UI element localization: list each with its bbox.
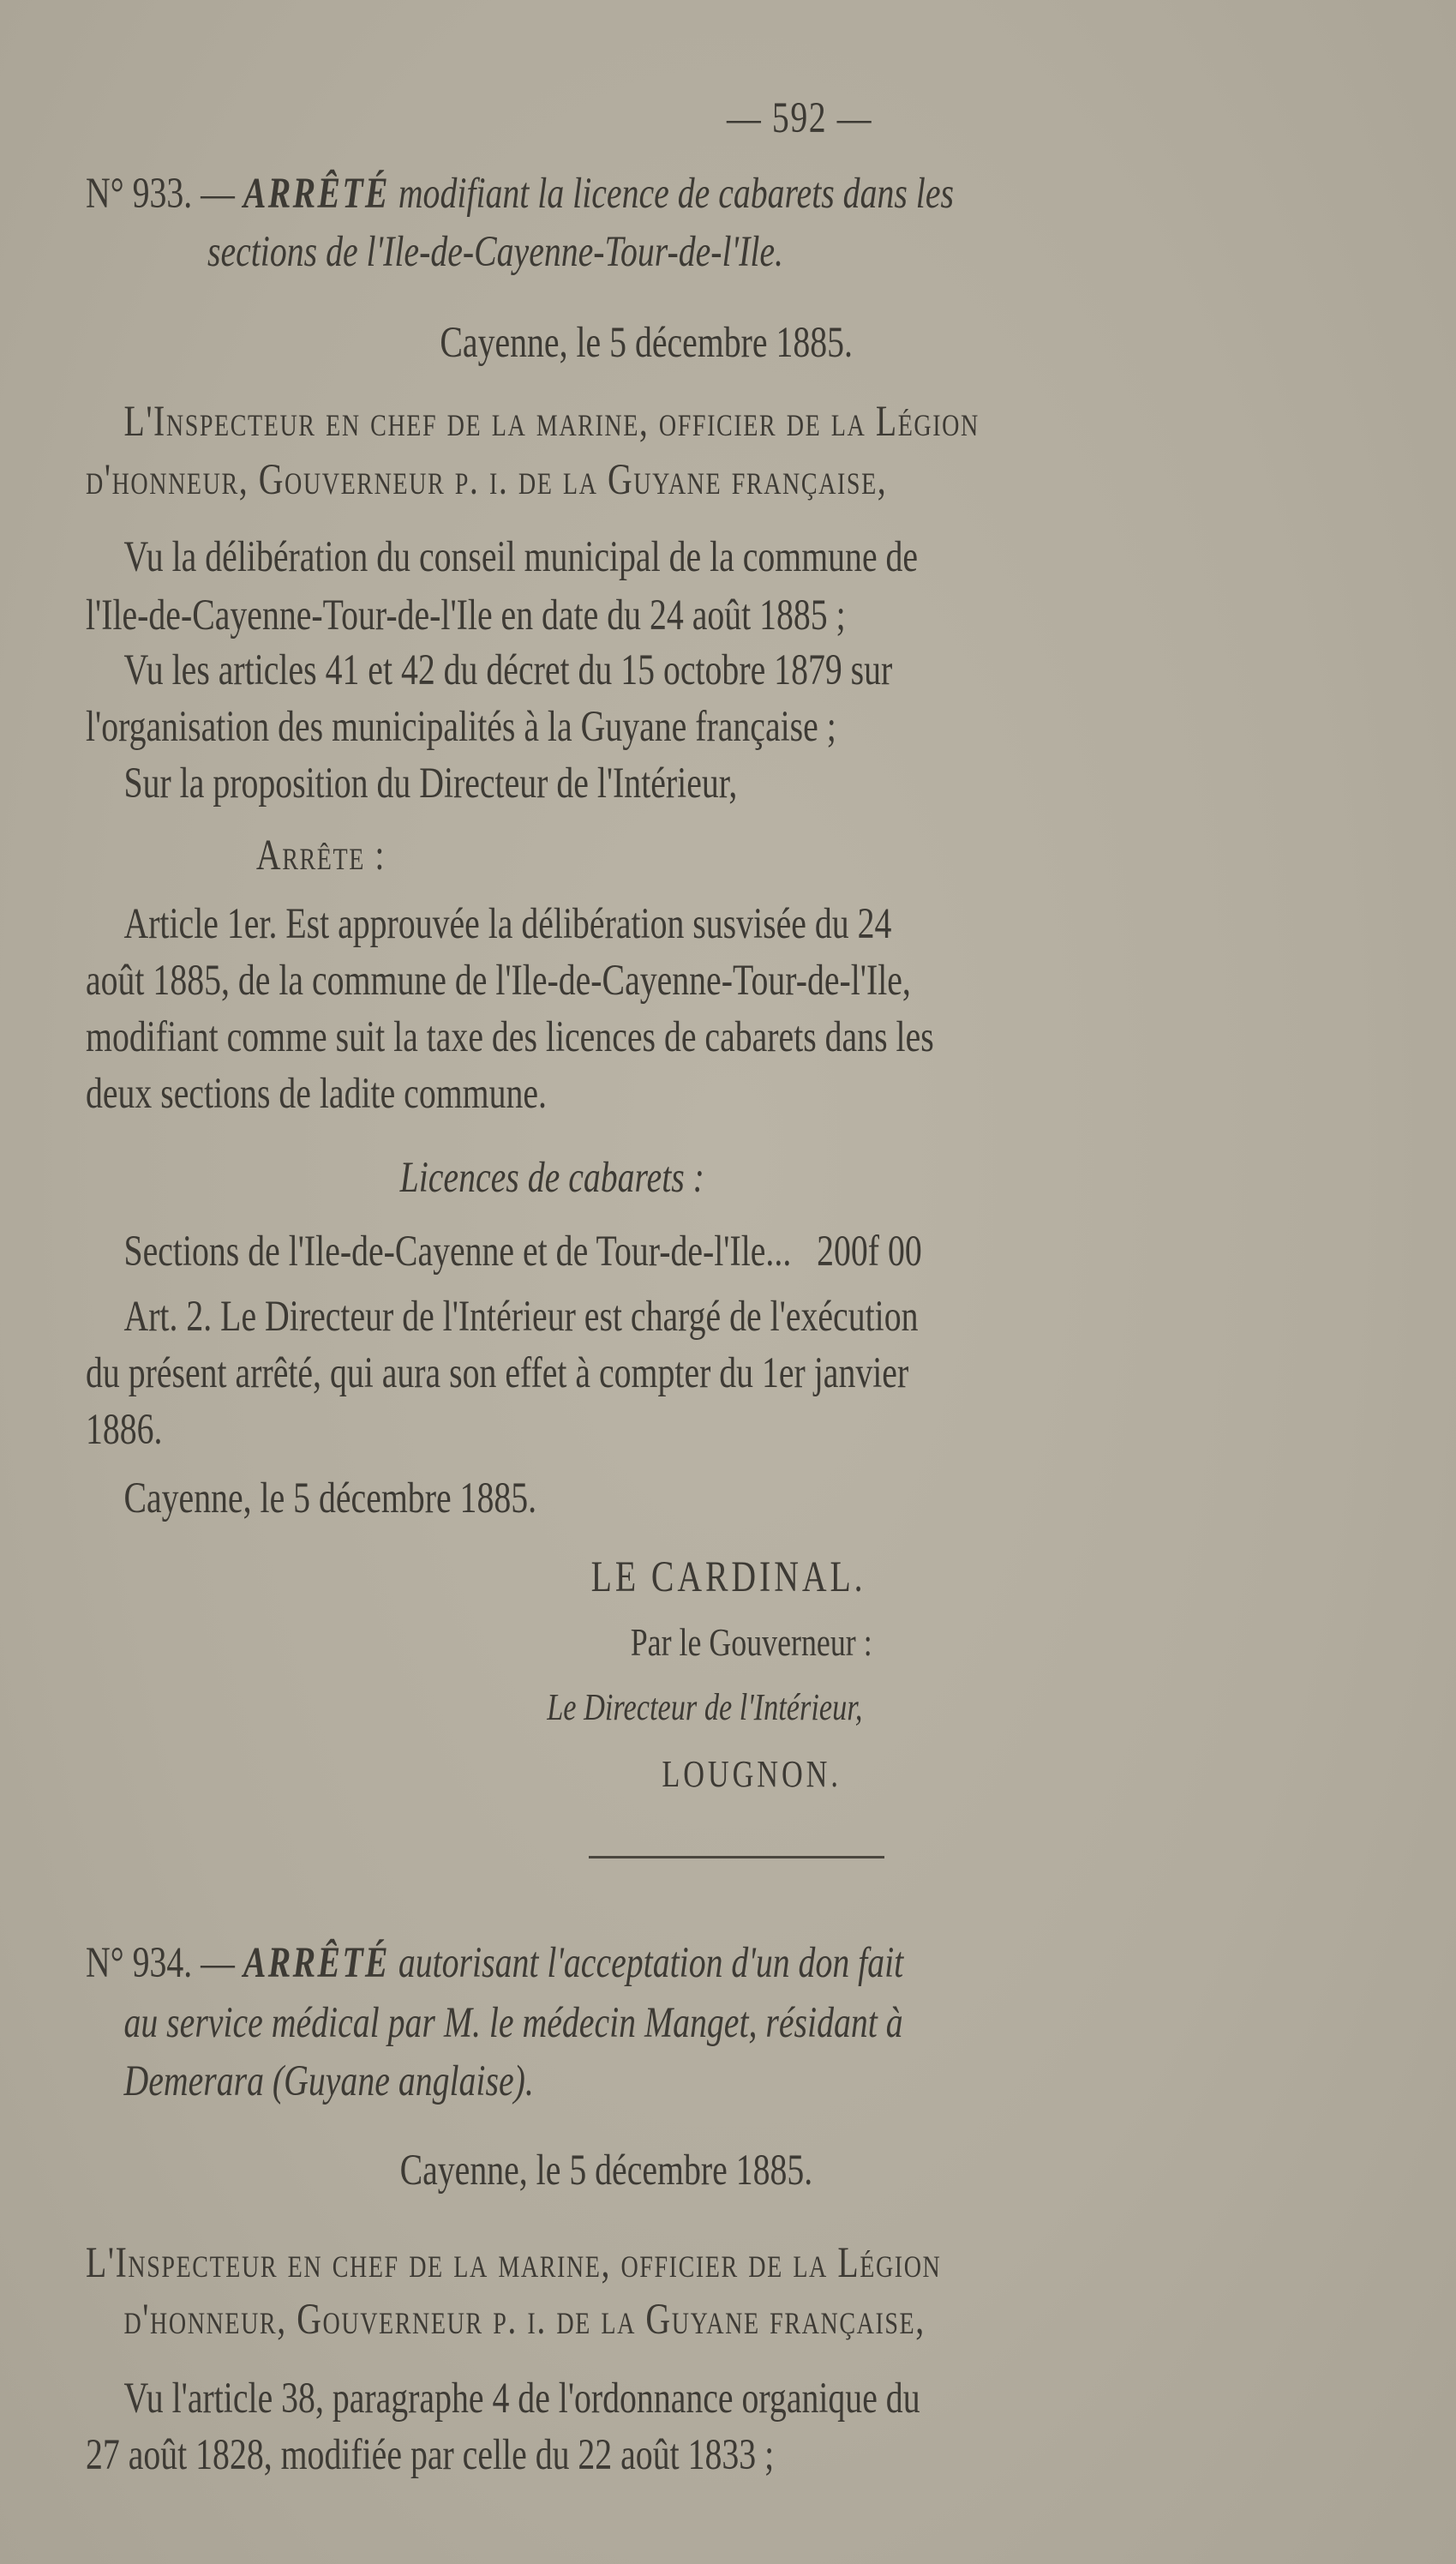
decree-933-article1-line-3: deux sections de ladite commune. <box>86 1070 547 1118</box>
decree-934-authority-line1: L'Inspecteur en chef de la marine, officier de la Légion <box>86 2239 942 2287</box>
decree-933-arrete-label: Arrête : <box>255 832 386 880</box>
decree-933-body-line-3: l'organisation des municipalités à la Guyane française ; <box>86 703 836 751</box>
decree-933-type: ARRÊTÉ <box>243 170 390 218</box>
decree-933-authority-line1: L'Inspecteur en chef de la marine, officier de la Légion <box>123 398 980 446</box>
decree-933-dash: — <box>201 170 235 218</box>
section-divider <box>589 1856 884 1858</box>
decree-933-body-line-2: Vu les articles 41 et 42 du décret du 15 octobre 1879 sur <box>123 646 893 694</box>
decree-934-body-line-1: 27 août 1828, modifiée par celle du 22 août 1833 ; <box>86 2431 775 2479</box>
decree-934-authority-line2: d'honneur, Gouverneur p. i. de la Guyane française, <box>123 2296 926 2344</box>
decree-934-number: N° 934. <box>86 1939 193 1987</box>
decree-934-title-line1: autorisant l'acceptation d'un don fait <box>398 1939 904 1987</box>
decree-933-title-line1: modifiant la licence de cabarets dans les <box>398 170 954 218</box>
decree-933-heading <box>86 168 954 219</box>
decree-933-body-line-4: Sur la proposition du Directeur de l'Intérieur, <box>123 760 738 808</box>
decree-933-article1-line-2: modifiant comme suit la taxe des licences de cabarets dans les <box>86 1013 934 1061</box>
decree-934-dash: — <box>201 1939 235 1987</box>
decree-934-place-date: Cayenne, le 5 décembre 1885. <box>399 2147 813 2195</box>
page-number: — 592 — <box>727 94 873 142</box>
decree-933-place-date: Cayenne, le 5 décembre 1885. <box>440 319 854 367</box>
decree-933-article1-line-1: août 1885, de la commune de l'Ile-de-Cayenne-Tour-de-l'Ile, <box>86 957 911 1005</box>
decree-933-body-line-1: l'Ile-de-Cayenne-Tour-de-l'Ile en date du 24 août 1885 ; <box>86 591 846 639</box>
decree-933-number: N° 933. <box>86 170 193 218</box>
decree-933-by-governor: Par le Gouverneur : <box>630 1620 872 1664</box>
decree-933-director-name: LOUGNON. <box>662 1753 842 1795</box>
decree-934-type: ARRÊTÉ <box>243 1939 390 1987</box>
decree-933-article2-line-2: 1886. <box>86 1406 163 1454</box>
decree-933-director-title: Le Directeur de l'Intérieur, <box>547 1686 863 1728</box>
decree-933-article1-line-0: Article 1er. Est approuvée la délibération susvisée du 24 <box>123 900 892 948</box>
decree-933-licences-heading: Licences de cabarets : <box>399 1154 704 1202</box>
decree-933-article2-line-1: du présent arrêté, qui aura son effet à compter du 1er janvier <box>86 1349 909 1397</box>
decree-934-heading <box>86 1937 903 1989</box>
decree-934-body-line-0: Vu l'article 38, paragraphe 4 de l'ordonnance organique du <box>123 2375 920 2423</box>
decree-933-body-line-0: Vu la délibération du conseil municipal de la commune de <box>123 533 919 581</box>
decree-933-licence-row: Sections de l'Ile-de-Cayenne et de Tour-de-l'Ile... 200f 00 <box>123 1228 922 1276</box>
decree-934-title-line2: au service médical par M. le médecin Manget, résidant à <box>123 1999 903 2047</box>
decree-933-authority-line2: d'honneur, Gouverneur p. i. de la Guyane française, <box>86 456 888 504</box>
decree-934-title-line3: Demerara (Guyane anglaise). <box>123 2057 534 2105</box>
decree-933-title-line2: sections de l'Ile-de-Cayenne-Tour-de-l'Ile. <box>207 228 783 276</box>
decree-933-article2-line-0: Art. 2. Le Directeur de l'Intérieur est chargé de l'exécution <box>123 1293 919 1341</box>
decree-933-signatory: LE CARDINAL. <box>590 1553 866 1601</box>
decree-933-closing-date: Cayenne, le 5 décembre 1885. <box>123 1474 537 1522</box>
